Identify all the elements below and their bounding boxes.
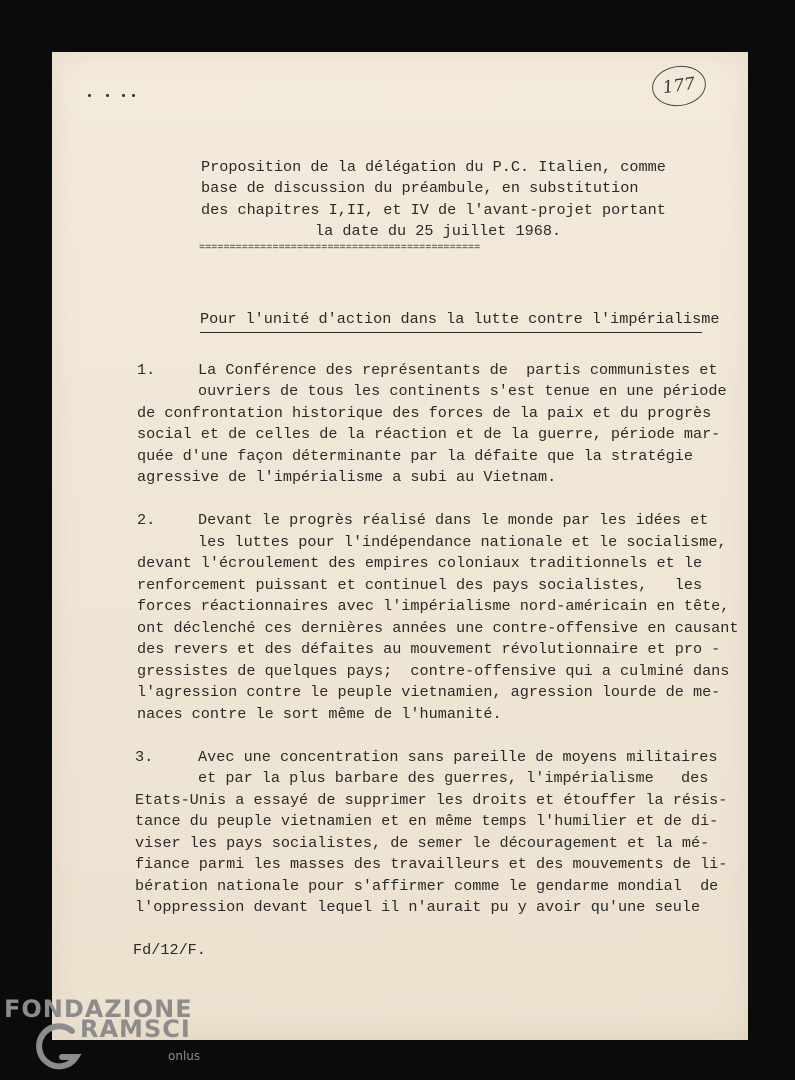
logo-line-1: FONDAZIONE — [4, 995, 193, 1023]
paragraph-1-line: agressive de l'impérialisme a subi au Vietnam. — [137, 468, 557, 486]
paragraph-2-line: renforcement puissant et continuel des pays socialistes, les — [137, 576, 703, 594]
paragraph-3-line: tance du peuple vietnamien et en même temps l'humilier et de di- — [135, 812, 719, 830]
paragraph-3-line: fiance parmi les masses des travailleurs et des mouvements de li- — [135, 855, 728, 873]
paragraph-3-number: 3. — [135, 748, 154, 766]
paragraph-2-line: l'agression contre le peuple vietnamien, agression lourde de me- — [137, 683, 721, 701]
page-number-mark: 177 — [649, 62, 708, 109]
paragraph-2-line: des revers et des défaites au mouvement révolutionnaire et pro - — [137, 640, 721, 658]
header-line-2: base de discussion du préambule, en substitution — [201, 179, 639, 197]
paragraph-1-line: ouvriers de tous les continents s'est tenue en une période — [198, 382, 727, 400]
paragraph-2-line: ont déclenché ces dernières années une contre-offensive en causant — [137, 619, 739, 637]
paragraph-1-line: de confrontation historique des forces de la paix et du progrès — [137, 404, 712, 422]
paragraph-2-line: les luttes pour l'indépendance nationale et le socialisme, — [198, 533, 727, 551]
paragraph-3-line: bération nationale pour s'affirmer comme le gendarme mondial de — [135, 877, 719, 895]
paragraph-2-line: Devant le progrès réalisé dans le monde par les idées et — [198, 511, 709, 529]
logo-line-2: RAMSCI — [80, 1015, 191, 1043]
paragraph-3-line: Avec une concentration sans pareille de moyens militaires — [198, 748, 718, 766]
header-line-1: Proposition de la délégation du P.C. Italien, comme — [201, 158, 666, 176]
paragraph-2-line: devant l'écroulement des empires coloniaux traditionnels et le — [137, 554, 703, 572]
paragraph-1-line: social et de celles de la réaction et de la guerre, période mar- — [137, 425, 721, 443]
section-title: Pour l'unité d'action dans la lutte contre l'impérialisme — [200, 310, 720, 328]
footer-reference: Fd/12/F. — [133, 941, 206, 959]
paragraph-1-line: quée d'une façon déterminante par la défaite que la stratégie — [137, 447, 693, 465]
paragraph-2-line: forces réactionnaires avec l'impérialisme nord-américain en tête, — [137, 597, 730, 615]
logo-g-icon — [32, 1017, 84, 1073]
paragraph-1-number: 1. — [137, 361, 156, 379]
header-line-3: des chapitres I,II, et IV de l'avant-projet portant — [201, 201, 666, 219]
paragraph-1-line: La Conférence des représentants de partis communistes et — [198, 361, 718, 379]
header-rule: ============================================== — [199, 243, 481, 254]
fondazione-gramsci-logo — [4, 995, 204, 1075]
paragraph-3-line: et par la plus barbare des guerres, l'impérialisme des — [198, 769, 709, 787]
paragraph-3-line: Etats-Unis a essayé de supprimer les droits et étouffer la résis- — [135, 791, 728, 809]
paragraph-3-line: viser les pays socialistes, de semer le découragement et la mé- — [135, 834, 710, 852]
paragraph-3-line: l'oppression devant lequel il n'aurait pu y avoir qu'une seule — [135, 898, 701, 916]
logo-line-3: onlus — [168, 1049, 201, 1063]
paragraph-2-line: gressistes de quelques pays; contre-offensive qui a culminé dans — [137, 662, 730, 680]
header-line-4: la date du 25 juillet 1968. — [315, 222, 562, 240]
punch-marks — [88, 94, 136, 100]
paragraph-2-number: 2. — [137, 511, 156, 529]
title-underline — [200, 332, 702, 333]
paragraph-2-line: naces contre le sort même de l'humanité. — [137, 705, 502, 723]
